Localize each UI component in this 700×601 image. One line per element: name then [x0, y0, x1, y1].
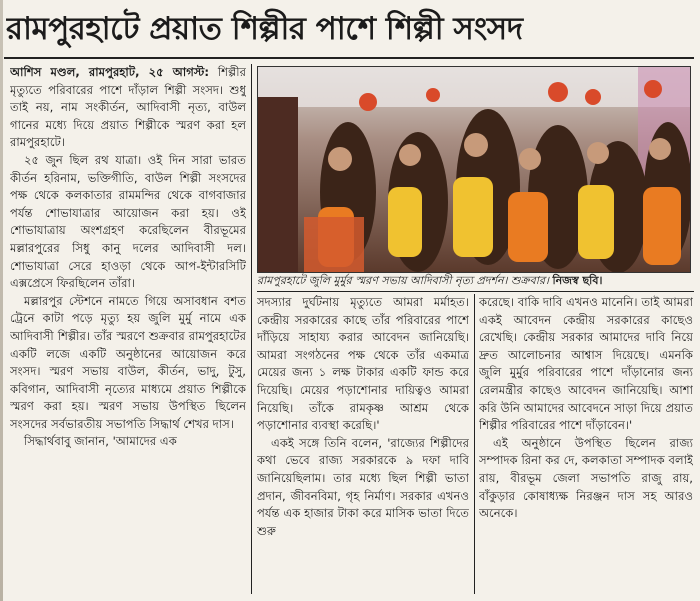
column-3: [479, 294, 693, 596]
col1-paragraph-3: মল্লারপুর স্টেশনে নামতে গিয়ে অসাবধান বশত ট্রেনে কাটা পড়ে মৃত্যু হয় জুলি মুর্মু নামে এক আদিবাসী শিল্পীর। তাঁর স্মরণে শুক্রবার রামপুরহাটের একটি লজে একটি অনুষ্ঠানের আয়োজন করে সংসদ। স্মরণ সভায় বাউল, কীর্তন, ভাদু, টুসু, কবিগান, আদিবাসী নৃত্যের মাধ্যমে প্রয়াত শিল্পীকে স্মরণ করা হয়। স্মরণ সভায় উপস্থিত ছিলেন সংসদের সর্বভারতীয় সভাপতি সিদ্ধার্থ শেখর দাস।: [10, 293, 246, 431]
left-edge-clipping: [0, 0, 3, 601]
photo-credit: নিজস্ব ছবি।: [552, 274, 603, 287]
headline: রামপুরহাটে প্রয়াত শিল্পীর পাশে শিল্পী সংসদ: [6, 11, 523, 47]
col1-paragraph-2: ২৫ জুন ছিল রথ যাত্রা। ওই দিন সারা ভারত কীর্তন হরিনাম, ভক্তিগীতি, বাউল শিল্পী সংসদের পক্ষ থেকে কলকাতার রামমন্দির থেকে বাগবাজার পর্যন্ত শোভাযাত্রার আয়োজন করা হয়। ওই শোভাযাত্রায় অংশগ্রহণ করেছিলেন বীরভূমের মল্লারপুরের সিধু কানু দলের আদিবাসী দল। শোভাযাত্রা সেরে হাওড়া থেকে আপ-ইন্টারসিটি এক্সপ্রেসে ফিরছিলেন তাঁরা।: [10, 152, 246, 291]
caption-rule: [257, 291, 694, 292]
column-1: [10, 64, 246, 598]
col3-paragraph-2: এই অনুষ্ঠানে উপস্থিত ছিলেন রাজ্য সম্পাদক রিনা কর দে, কলকাতা সম্পাদক বলাই রায়, বীরভূম জেলা সভাপতি রাজু রায়, বাঁকুড়ার কোষাধ্যক্ষ নিরঞ্জন দাস সহ আরও অনেকে।: [479, 435, 693, 521]
column-rule-1: [251, 64, 252, 594]
column-2: [257, 294, 469, 596]
news-photo: [257, 66, 691, 273]
col2-paragraph-2: একই সঙ্গে তিনি বলেন, 'রাজ্যের শিল্পীদের কথা ভেবে রাজ্য সরকারকে ৯ দফা দাবি জানিয়েছিলাম। তার মধ্যে ছিল শিল্পী ভাতা প্রদান, জীবনবিমা, গৃহ নির্মাণ। সরকার এখনও পর্যন্ত এক হাজার টাকা করে মাসিক ভাতা দিতে শুরু: [257, 435, 469, 538]
col1-paragraph-1: শিল্পীর মৃত্যুতে পরিবারের পাশে দাঁড়াল শিল্পী সংসদ। শুধু তাই নয়, নাম সংকীর্তন, আদিবাসী নৃত্য, বাউল গানের মধ্যে দিয়ে প্রয়াত শিল্পীকে স্মরণ করা হল রামপুরহাটে।: [10, 65, 246, 150]
column-rule-2: [474, 294, 475, 594]
photo-illustration: [258, 67, 690, 272]
col3-paragraph-1: করেছে। বাকি দাবি এখনও মানেনি। তাই আমরা একই আবেদন কেন্দ্রীয় সরকারের কাছেও রেখেছি। কেন্দ্রীয় সরকার আমাদের দাবি নিয়ে দ্রুত আলোচনার আশ্বাস দিয়েছে। এমনকি জুলি মুর্মুর পরিবারের পাশে দাঁড়ানোর জন্য রেলমন্ত্রীর কাছেও আবেদন জানিয়েছি। আশা করি উনি আমাদের আবেদনে সাড়া দিয়ে প্রয়াত শিল্পীর পরিবারের পাশে দাঁড়াবেন।': [479, 295, 693, 433]
col2-paragraph-1: সদস্যার দুর্ঘটনায় মৃত্যুতে আমরা মর্মাহত। কেন্দ্রীয় সরকারের কাছে তাঁর পরিবারের পাশে দাঁড়িয়ে সাহায্য করার আবেদন জানিয়েছি। আমরা সংগঠনের পক্ষ থেকে তাঁর একমাত্র মেয়ের জন্য ১ লক্ষ টাকার একটি ফান্ড করে দিয়েছি। মেয়ের পড়াশোনার দায়িত্বও আমরা নিয়েছি। তাঁকে রামকৃষ্ণ আশ্রম থেকে পড়াশোনার ব্যবস্থা করেছি।': [257, 295, 469, 433]
photo-caption: [257, 272, 691, 290]
byline: আশিস মণ্ডল, রামপুরহাট, ২৫ আগস্ট:: [10, 65, 210, 79]
caption-text: রামপুরহাটে জুলি মুর্মুর স্মরণ সভায় আদিবাসী নৃত্য প্রদর্শন। শুক্রবার।: [257, 274, 549, 287]
headline-rule: [4, 57, 694, 59]
col1-paragraph-4: সিদ্ধার্থবাবু জানান, 'আমাদের এক: [24, 434, 177, 449]
